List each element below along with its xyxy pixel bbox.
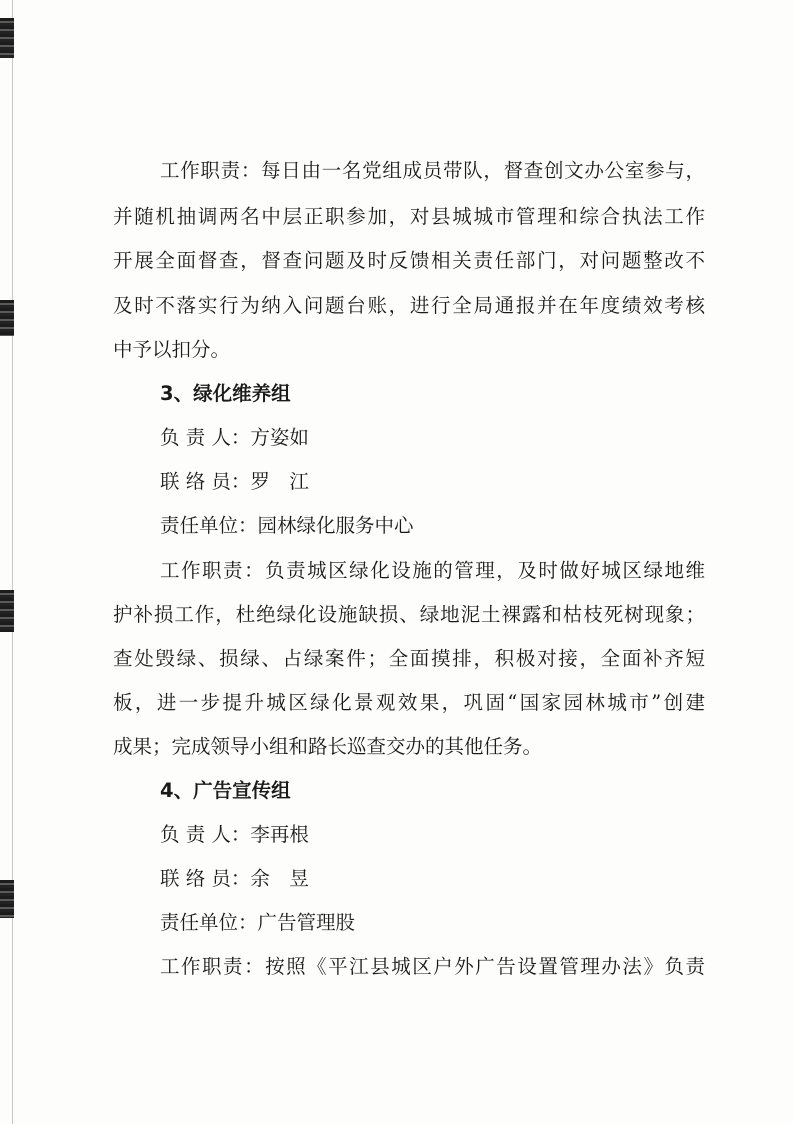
responsible-unit-line: 责任单位：广告管理股	[160, 911, 356, 934]
paragraph-line: 及时不落实行为纳入问题台账，进行全局通报并在年度绩效考核	[113, 294, 705, 317]
scan-edge-mark	[0, 590, 14, 632]
paragraph-line: 并随机抽调两名中层正职参加，对县城城市管理和综合执法工作	[113, 205, 705, 228]
paragraph-line: 开展全面督查，督查问题及时反馈相关责任部门，对问题整改不	[113, 249, 705, 272]
paragraph-line: 板，进一步提升城区绿化景观效果，巩固“国家园林城市”创建	[113, 691, 705, 714]
scan-edge-mark	[0, 880, 14, 918]
liaison-line: 联 络 员：罗 江	[160, 470, 309, 493]
leader-line: 负 责 人：方姿如	[160, 426, 309, 449]
paragraph-line: 查处毁绿、损绿、占绿案件；全面摸排，积极对接，全面补齐短	[113, 647, 705, 670]
paragraph-line: 工作职责：按照《平江县城区户外广告设置管理办法》负责	[160, 955, 705, 978]
paragraph-line: 中予以扣分。	[113, 338, 231, 361]
liaison-line: 联 络 员：余 昱	[160, 867, 309, 890]
paragraph-line: 工作职责：负责城区绿化设施的管理，及时做好城区绿地维	[160, 559, 705, 582]
section-heading: 3、绿化维养组	[160, 382, 291, 405]
paragraph-line: 成果；完成领导小组和路长巡查交办的其他任务。	[113, 735, 543, 758]
scan-edge-mark	[0, 300, 14, 336]
leader-line: 负 责 人：李再根	[160, 823, 309, 846]
section-heading: 4、广告宣传组	[160, 779, 291, 802]
paragraph-line: 护补损工作，杜绝绿化设施缺损、绿地泥土裸露和枯枝死树现象；	[113, 603, 705, 626]
scan-border-line	[12, 0, 13, 1124]
paragraph-line: 工作职责：每日由一名党组成员带队，督查创文办公室参与，	[160, 159, 705, 182]
responsible-unit-line: 责任单位：园林绿化服务中心	[160, 514, 414, 537]
scan-edge-mark	[0, 18, 14, 58]
